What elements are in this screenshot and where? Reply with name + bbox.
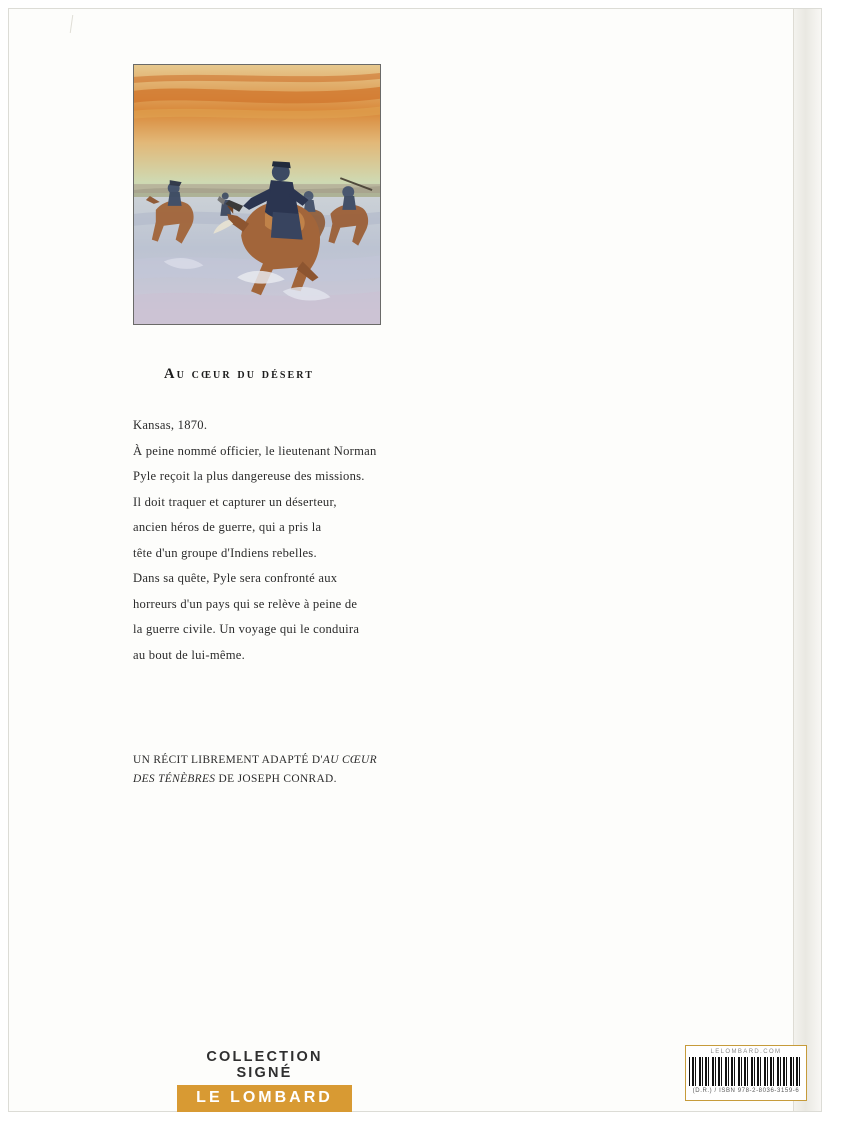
publisher-label: LE LOMBARD xyxy=(177,1085,352,1112)
synopsis-line: Pyle reçoit la plus dangereuse des missions. xyxy=(133,469,365,483)
cover-illustration xyxy=(133,64,381,325)
adaptation-work-title-part1: AU CŒUR xyxy=(322,754,377,766)
synopsis-line: horreurs d'un pays qui se relève à peine de xyxy=(133,596,358,611)
book-back-cover xyxy=(8,8,822,1112)
synopsis-line: tête d'un groupe d'Indiens rebelles. xyxy=(133,545,317,560)
synopsis-line: Dans sa quête, Pyle sera confronté aux xyxy=(133,571,338,585)
page-corner-mark xyxy=(70,15,84,33)
publisher-website: LELOMBARD.COM xyxy=(710,1049,782,1055)
synopsis-line: au bout de lui-même. xyxy=(133,647,246,662)
story-title: Au cœur du désert xyxy=(164,366,315,382)
adaptation-suffix: DE JOSEPH CONRAD. xyxy=(215,773,337,785)
synopsis-line: Il doit traquer et capturer un déserteur, xyxy=(133,494,337,509)
synopsis-text xyxy=(133,413,395,668)
collection-label: COLLECTION SIGNÉ xyxy=(206,1049,323,1081)
synopsis-line: À peine nommé officier, le lieutenant Norman xyxy=(133,443,377,458)
adaptation-prefix: UN RÉCIT LIBREMENT ADAPTÉ D' xyxy=(133,754,323,766)
synopsis-line: la guerre civile. Un voyage qui le conduira xyxy=(133,622,360,636)
barcode-block xyxy=(685,1045,807,1101)
isbn-number: (D.R.) / ISBN 978-2-8036-3159-6 xyxy=(692,1088,800,1094)
synopsis-line: Kansas, 1870. xyxy=(133,418,208,432)
adaptation-note xyxy=(133,751,401,789)
cavalry-charge-painting xyxy=(134,65,380,324)
spine-shading xyxy=(793,9,821,1111)
collection-logo xyxy=(177,1049,352,1112)
synopsis-line: ancien héros de guerre, qui a pris la xyxy=(133,520,322,534)
barcode-bars xyxy=(689,1057,803,1086)
spine-edge-line xyxy=(793,9,794,1111)
adaptation-work-title-part2: DES TÉNÈBRES xyxy=(133,773,216,785)
